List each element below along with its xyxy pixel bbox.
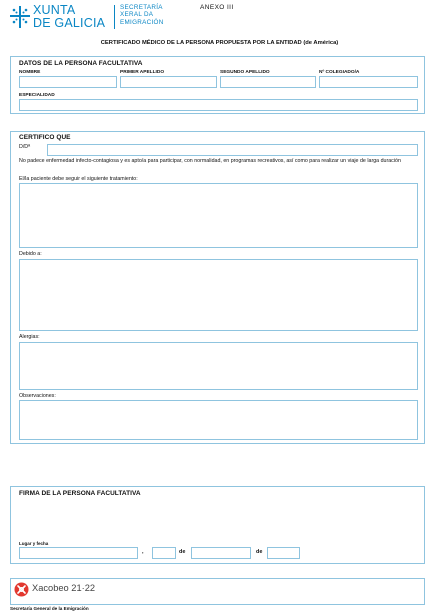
day-field[interactable] xyxy=(152,547,176,559)
nombre-field[interactable] xyxy=(19,76,117,88)
year-field[interactable] xyxy=(267,547,300,559)
certifico-section-title: CERTIFICO QUE xyxy=(19,134,71,141)
debido-label: Debido a: xyxy=(19,251,42,257)
month-field[interactable] xyxy=(191,547,251,559)
especialidad-field[interactable] xyxy=(19,99,418,111)
lugar-field[interactable] xyxy=(19,547,138,559)
dd-label: D/Dª xyxy=(19,144,31,150)
lugar-fecha-label: Lugar y fecha xyxy=(19,541,49,546)
logo-name-line1: XUNTA xyxy=(33,3,76,17)
logo-name-line2: DE GALICIA xyxy=(33,15,106,30)
firma-section-title: FIRMA DE LA PERSONA FACULTATIVA xyxy=(19,490,141,497)
xunta-de-galicia-logo xyxy=(33,4,105,29)
segundo-apellido-label: SEGUNDO APELLIDO xyxy=(220,70,270,75)
comma-separator: , xyxy=(142,549,144,555)
colegiado-field[interactable] xyxy=(319,76,418,88)
de-separator-2: de xyxy=(256,549,263,555)
tratamiento-label: El/la paciente debe seguir el siguiente tratamiento: xyxy=(19,176,138,182)
secretaria-xeral-logo xyxy=(120,4,164,26)
secretaria-line3: EMIGRACIÓN xyxy=(120,18,164,26)
observaciones-label: Observaciones: xyxy=(19,393,56,399)
annex-label: ANEXO III xyxy=(200,4,234,11)
secretaria-line1: SECRETARÍA xyxy=(120,4,163,11)
tratamiento-field[interactable] xyxy=(19,183,418,248)
document-title: CERTIFICADO MÉDICO DE LA PERSONA PROPUESTA POR LA ENTIDAD (de América) xyxy=(100,40,339,46)
de-separator-1: de xyxy=(179,549,186,555)
especialidad-label: ESPECIALIDAD xyxy=(19,93,55,98)
alergias-label: Alergias: xyxy=(19,334,40,340)
colegiado-label: Nº COLEGIADO/A xyxy=(319,70,360,75)
alergias-field[interactable] xyxy=(19,342,418,390)
nombre-label: NOMBRE xyxy=(19,70,41,75)
observaciones-field[interactable] xyxy=(19,400,418,440)
xacobeo-text: Xacobeo 21·22 xyxy=(32,583,96,593)
datos-section-title: DATOS DE LA PERSONA FACULTATIVA xyxy=(19,60,143,67)
segundo-apellido-field[interactable] xyxy=(220,76,316,88)
secretaria-line2: XERAL DA xyxy=(120,11,154,19)
primer-apellido-field[interactable] xyxy=(120,76,217,88)
xacobeo-logo-icon xyxy=(14,582,29,597)
secretaria-general-footer: Secretaría General de la Emigración xyxy=(10,606,89,611)
debido-field[interactable] xyxy=(19,259,418,331)
aptitude-statement: No padece enfermedad infecto-contagiosa y es apto/a para participar, con normalidad, en programas recreativos, así como para realizar un viaje de larga duración xyxy=(19,158,401,164)
xunta-cross-logo-icon xyxy=(10,6,30,28)
dd-field[interactable] xyxy=(47,144,418,156)
primer-apellido-label: PRIMER APELLIDO xyxy=(120,70,165,75)
logo-divider xyxy=(114,5,115,29)
